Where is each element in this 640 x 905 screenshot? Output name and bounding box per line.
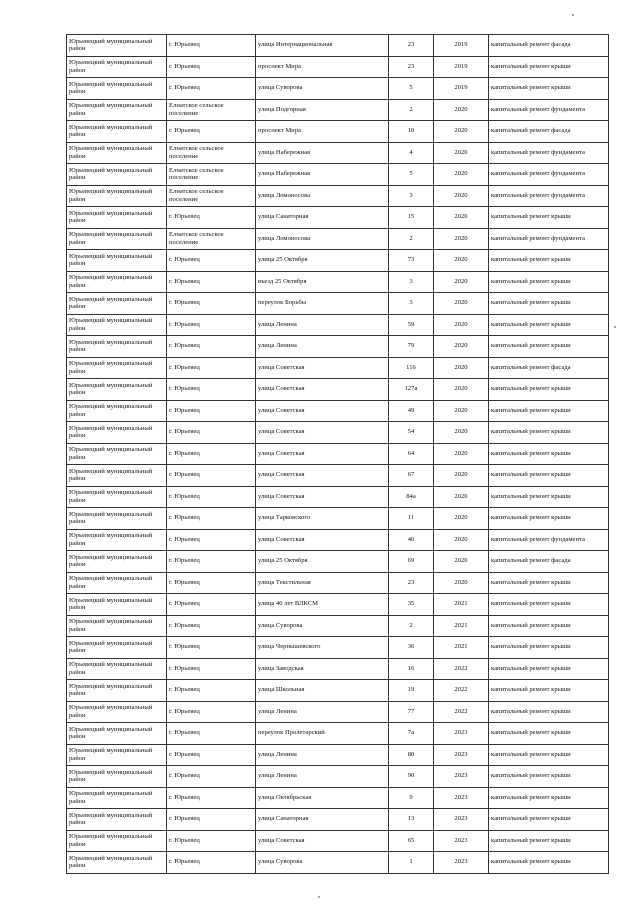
house-number-cell: 4 [389, 142, 434, 164]
work-type-cell: капитальный ремонт фасада [489, 121, 609, 143]
district-cell: Юрьевецкий муниципальный район [67, 637, 167, 659]
district-cell: Юрьевецкий муниципальный район [67, 422, 167, 444]
settlement-cell: г. Юрьевец [167, 78, 256, 100]
table-row [67, 744, 609, 766]
settlement-cell: г. Юрьевец [167, 35, 256, 57]
house-number-cell: 64 [389, 443, 434, 465]
year-cell: 2020 [434, 357, 489, 379]
work-type-cell: капитальный ремонт фундамента [489, 529, 609, 551]
district-cell: Юрьевецкий муниципальный район [67, 744, 167, 766]
house-number-cell: 7а [389, 723, 434, 745]
street-cell: проспект Мира [256, 56, 389, 78]
settlement-cell: г. Юрьевец [167, 422, 256, 444]
settlement-cell: г. Юрьевец [167, 357, 256, 379]
work-type-cell: капитальный ремонт фундамента [489, 228, 609, 250]
table-row [67, 443, 609, 465]
year-cell: 2023 [434, 809, 489, 831]
street-cell: переулок Борьбы [256, 293, 389, 315]
work-type-cell: капитальный ремонт крыши [489, 56, 609, 78]
work-type-cell: капитальный ремонт крыши [489, 594, 609, 616]
district-cell: Юрьевецкий муниципальный район [67, 250, 167, 272]
repair-schedule-table [66, 34, 609, 874]
street-cell: улица Ленина [256, 744, 389, 766]
year-cell: 2023 [434, 787, 489, 809]
house-number-cell: 10 [389, 121, 434, 143]
table-row [67, 658, 609, 680]
table-row [67, 164, 609, 186]
house-number-cell: 15 [389, 207, 434, 229]
street-cell: улица Санаторная [256, 809, 389, 831]
work-type-cell: капитальный ремонт крыши [489, 615, 609, 637]
year-cell: 2019 [434, 78, 489, 100]
settlement-cell: Елнатское сельское поселение [167, 142, 256, 164]
district-cell: Юрьевецкий муниципальный район [67, 357, 167, 379]
district-cell: Юрьевецкий муниципальный район [67, 766, 167, 788]
work-type-cell: капитальный ремонт крыши [489, 314, 609, 336]
work-type-cell: капитальный ремонт крыши [489, 465, 609, 487]
year-cell: 2022 [434, 680, 489, 702]
house-number-cell: 23 [389, 56, 434, 78]
settlement-cell: г. Юрьевец [167, 572, 256, 594]
street-cell: улица Советская [256, 422, 389, 444]
settlement-cell: г. Юрьевец [167, 529, 256, 551]
district-cell: Юрьевецкий муниципальный район [67, 314, 167, 336]
house-number-cell: 2 [389, 99, 434, 121]
district-cell: Юрьевецкий муниципальный район [67, 185, 167, 207]
street-cell: улица Суворова [256, 615, 389, 637]
district-cell: Юрьевецкий муниципальный район [67, 594, 167, 616]
settlement-cell: г. Юрьевец [167, 400, 256, 422]
settlement-cell: Елнатское сельское поселение [167, 185, 256, 207]
street-cell: улица Текстильная [256, 572, 389, 594]
street-cell: улица Суворова [256, 78, 389, 100]
table-row [67, 701, 609, 723]
district-cell: Юрьевецкий муниципальный район [67, 164, 167, 186]
house-number-cell: 2 [389, 228, 434, 250]
district-cell: Юрьевецкий муниципальный район [67, 99, 167, 121]
work-type-cell: капитальный ремонт крыши [489, 508, 609, 530]
work-type-cell: капитальный ремонт крыши [489, 207, 609, 229]
year-cell: 2020 [434, 379, 489, 401]
district-cell: Юрьевецкий муниципальный район [67, 336, 167, 358]
work-type-cell: капитальный ремонт фундамента [489, 99, 609, 121]
house-number-cell: 3 [389, 293, 434, 315]
settlement-cell: г. Юрьевец [167, 701, 256, 723]
street-cell: улица Советская [256, 486, 389, 508]
table-row [67, 56, 609, 78]
street-cell: улица Набережная [256, 142, 389, 164]
work-type-cell: капитальный ремонт фасада [489, 357, 609, 379]
table-row [67, 293, 609, 315]
year-cell: 2020 [434, 121, 489, 143]
settlement-cell: г. Юрьевец [167, 830, 256, 852]
street-cell: улица 25 Октября [256, 250, 389, 272]
district-cell: Юрьевецкий муниципальный район [67, 486, 167, 508]
street-cell: улица Советская [256, 400, 389, 422]
scan-speck [614, 326, 616, 328]
district-cell: Юрьевецкий муниципальный район [67, 35, 167, 57]
settlement-cell: г. Юрьевец [167, 766, 256, 788]
house-number-cell: 3 [389, 271, 434, 293]
settlement-cell: г. Юрьевец [167, 723, 256, 745]
table-row [67, 551, 609, 573]
district-cell: Юрьевецкий муниципальный район [67, 551, 167, 573]
work-type-cell: капитальный ремонт фундамента [489, 164, 609, 186]
street-cell: улица Ленина [256, 336, 389, 358]
table-row [67, 787, 609, 809]
settlement-cell: г. Юрьевец [167, 615, 256, 637]
house-number-cell: 11 [389, 508, 434, 530]
street-cell: улица Ленина [256, 314, 389, 336]
settlement-cell: г. Юрьевец [167, 293, 256, 315]
district-cell: Юрьевецкий муниципальный район [67, 443, 167, 465]
district-cell: Юрьевецкий муниципальный район [67, 465, 167, 487]
year-cell: 2020 [434, 486, 489, 508]
settlement-cell: г. Юрьевец [167, 637, 256, 659]
table-row [67, 723, 609, 745]
district-cell: Юрьевецкий муниципальный район [67, 56, 167, 78]
house-number-cell: 90 [389, 766, 434, 788]
table-row [67, 357, 609, 379]
table-row [67, 766, 609, 788]
table-row [67, 99, 609, 121]
settlement-cell: г. Юрьевец [167, 744, 256, 766]
street-cell: улица Чернышевского [256, 637, 389, 659]
year-cell: 2020 [434, 443, 489, 465]
district-cell: Юрьевецкий муниципальный район [67, 529, 167, 551]
table-row [67, 78, 609, 100]
settlement-cell: г. Юрьевец [167, 56, 256, 78]
year-cell: 2023 [434, 830, 489, 852]
year-cell: 2020 [434, 508, 489, 530]
district-cell: Юрьевецкий муниципальный район [67, 400, 167, 422]
year-cell: 2020 [434, 336, 489, 358]
year-cell: 2020 [434, 142, 489, 164]
table-row [67, 615, 609, 637]
year-cell: 2020 [434, 293, 489, 315]
table-row [67, 572, 609, 594]
year-cell: 2021 [434, 594, 489, 616]
work-type-cell: капитальный ремонт крыши [489, 723, 609, 745]
table-row [67, 35, 609, 57]
house-number-cell: 65 [389, 830, 434, 852]
street-cell: улица Советская [256, 357, 389, 379]
street-cell: улица Ломоносова [256, 185, 389, 207]
street-cell: улица Октябрьская [256, 787, 389, 809]
district-cell: Юрьевецкий муниципальный район [67, 271, 167, 293]
year-cell: 2020 [434, 572, 489, 594]
work-type-cell: капитальный ремонт фундамента [489, 142, 609, 164]
house-number-cell: 16 [389, 658, 434, 680]
settlement-cell: г. Юрьевец [167, 508, 256, 530]
table-row [67, 185, 609, 207]
district-cell: Юрьевецкий муниципальный район [67, 852, 167, 874]
year-cell: 2023 [434, 766, 489, 788]
work-type-cell: капитальный ремонт крыши [489, 78, 609, 100]
year-cell: 2020 [434, 99, 489, 121]
year-cell: 2021 [434, 637, 489, 659]
work-type-cell: капитальный ремонт крыши [489, 658, 609, 680]
house-number-cell: 1 [389, 852, 434, 874]
work-type-cell: капитальный ремонт крыши [489, 379, 609, 401]
scan-speck [572, 14, 574, 16]
district-cell: Юрьевецкий муниципальный район [67, 809, 167, 831]
year-cell: 2020 [434, 465, 489, 487]
year-cell: 2020 [434, 250, 489, 272]
work-type-cell: капитальный ремонт крыши [489, 701, 609, 723]
house-number-cell: 116 [389, 357, 434, 379]
year-cell: 2020 [434, 228, 489, 250]
house-number-cell: 23 [389, 572, 434, 594]
table-row [67, 680, 609, 702]
year-cell: 2019 [434, 35, 489, 57]
street-cell: улица Санаторная [256, 207, 389, 229]
work-type-cell: капитальный ремонт крыши [489, 852, 609, 874]
settlement-cell: г. Юрьевец [167, 680, 256, 702]
street-cell: въезд 25 Октября [256, 271, 389, 293]
district-cell: Юрьевецкий муниципальный район [67, 508, 167, 530]
district-cell: Юрьевецкий муниципальный район [67, 615, 167, 637]
year-cell: 2020 [434, 185, 489, 207]
year-cell: 2020 [434, 400, 489, 422]
table-row [67, 637, 609, 659]
year-cell: 2022 [434, 658, 489, 680]
work-type-cell: капитальный ремонт крыши [489, 830, 609, 852]
table-row [67, 228, 609, 250]
work-type-cell: капитальный ремонт крыши [489, 809, 609, 831]
work-type-cell: капитальный ремонт крыши [489, 486, 609, 508]
year-cell: 2022 [434, 701, 489, 723]
table-row [67, 400, 609, 422]
table-row [67, 207, 609, 229]
work-type-cell: капитальный ремонт крыши [489, 572, 609, 594]
settlement-cell: г. Юрьевец [167, 443, 256, 465]
street-cell: улица Заводская [256, 658, 389, 680]
year-cell: 2023 [434, 723, 489, 745]
settlement-cell: г. Юрьевец [167, 336, 256, 358]
house-number-cell: 36 [389, 637, 434, 659]
settlement-cell: г. Юрьевец [167, 379, 256, 401]
table-row [67, 336, 609, 358]
settlement-cell: Елнатское сельское поселение [167, 99, 256, 121]
repair-schedule-sheet [66, 34, 609, 874]
house-number-cell: 49 [389, 400, 434, 422]
table-row [67, 314, 609, 336]
district-cell: Юрьевецкий муниципальный район [67, 121, 167, 143]
house-number-cell: 19 [389, 680, 434, 702]
work-type-cell: капитальный ремонт крыши [489, 637, 609, 659]
year-cell: 2020 [434, 314, 489, 336]
work-type-cell: капитальный ремонт фасада [489, 35, 609, 57]
settlement-cell: г. Юрьевец [167, 121, 256, 143]
district-cell: Юрьевецкий муниципальный район [67, 207, 167, 229]
table-row [67, 271, 609, 293]
settlement-cell: г. Юрьевец [167, 314, 256, 336]
street-cell: улица Ленина [256, 701, 389, 723]
house-number-cell: 9 [389, 787, 434, 809]
settlement-cell: г. Юрьевец [167, 250, 256, 272]
house-number-cell: 5 [389, 164, 434, 186]
house-number-cell: 3 [389, 185, 434, 207]
house-number-cell: 5 [389, 78, 434, 100]
district-cell: Юрьевецкий муниципальный район [67, 379, 167, 401]
table-row [67, 121, 609, 143]
work-type-cell: капитальный ремонт крыши [489, 766, 609, 788]
settlement-cell: г. Юрьевец [167, 809, 256, 831]
street-cell: улица Суворова [256, 852, 389, 874]
table-row [67, 486, 609, 508]
table-row [67, 508, 609, 530]
street-cell: улица Интернациональная [256, 35, 389, 57]
district-cell: Юрьевецкий муниципальный район [67, 680, 167, 702]
table-row [67, 465, 609, 487]
settlement-cell: г. Юрьевец [167, 852, 256, 874]
year-cell: 2020 [434, 422, 489, 444]
work-type-cell: капитальный ремонт крыши [489, 271, 609, 293]
work-type-cell: капитальный ремонт крыши [489, 422, 609, 444]
street-cell: проспект Мира [256, 121, 389, 143]
street-cell: улица Школьная [256, 680, 389, 702]
street-cell: улица Советская [256, 830, 389, 852]
house-number-cell: 80 [389, 744, 434, 766]
house-number-cell: 67 [389, 465, 434, 487]
settlement-cell: г. Юрьевец [167, 486, 256, 508]
table-row [67, 250, 609, 272]
district-cell: Юрьевецкий муниципальный район [67, 78, 167, 100]
work-type-cell: капитальный ремонт крыши [489, 744, 609, 766]
house-number-cell: 35 [389, 594, 434, 616]
street-cell: улица Советская [256, 443, 389, 465]
settlement-cell: г. Юрьевец [167, 551, 256, 573]
work-type-cell: капитальный ремонт крыши [489, 250, 609, 272]
table-row [67, 852, 609, 874]
district-cell: Юрьевецкий муниципальный район [67, 830, 167, 852]
settlement-cell: г. Юрьевец [167, 658, 256, 680]
table-row [67, 529, 609, 551]
work-type-cell: капитальный ремонт крыши [489, 293, 609, 315]
table-row [67, 830, 609, 852]
scan-speck [318, 896, 320, 898]
settlement-cell: Елнатское сельское поселение [167, 228, 256, 250]
district-cell: Юрьевецкий муниципальный район [67, 701, 167, 723]
house-number-cell: 127а [389, 379, 434, 401]
year-cell: 2020 [434, 529, 489, 551]
street-cell: улица Тарковского [256, 508, 389, 530]
district-cell: Юрьевецкий муниципальный район [67, 572, 167, 594]
work-type-cell: капитальный ремонт крыши [489, 680, 609, 702]
settlement-cell: г. Юрьевец [167, 787, 256, 809]
year-cell: 2020 [434, 271, 489, 293]
district-cell: Юрьевецкий муниципальный район [67, 787, 167, 809]
house-number-cell: 77 [389, 701, 434, 723]
work-type-cell: капитальный ремонт фундамента [489, 185, 609, 207]
street-cell: переулок Пролетарский [256, 723, 389, 745]
street-cell: улица 40 лет ВЛКСМ [256, 594, 389, 616]
settlement-cell: г. Юрьевец [167, 465, 256, 487]
settlement-cell: г. Юрьевец [167, 594, 256, 616]
year-cell: 2023 [434, 744, 489, 766]
house-number-cell: 73 [389, 250, 434, 272]
street-cell: улица 25 Октября [256, 551, 389, 573]
street-cell: улица Подгорная [256, 99, 389, 121]
house-number-cell: 54 [389, 422, 434, 444]
table-row [67, 142, 609, 164]
year-cell: 2019 [434, 56, 489, 78]
settlement-cell: Елнатское сельское поселение [167, 164, 256, 186]
table-body [67, 35, 609, 874]
district-cell: Юрьевецкий муниципальный район [67, 658, 167, 680]
house-number-cell: 13 [389, 809, 434, 831]
table-row [67, 809, 609, 831]
table-row [67, 422, 609, 444]
settlement-cell: г. Юрьевец [167, 207, 256, 229]
street-cell: улица Набережная [256, 164, 389, 186]
house-number-cell: 69 [389, 551, 434, 573]
district-cell: Юрьевецкий муниципальный район [67, 228, 167, 250]
year-cell: 2020 [434, 551, 489, 573]
street-cell: улица Ленина [256, 766, 389, 788]
year-cell: 2021 [434, 615, 489, 637]
work-type-cell: капитальный ремонт крыши [489, 336, 609, 358]
house-number-cell: 84а [389, 486, 434, 508]
street-cell: улица Советская [256, 529, 389, 551]
table-row [67, 379, 609, 401]
house-number-cell: 59 [389, 314, 434, 336]
table-row [67, 594, 609, 616]
street-cell: улица Советская [256, 465, 389, 487]
district-cell: Юрьевецкий муниципальный район [67, 293, 167, 315]
work-type-cell: капитальный ремонт крыши [489, 400, 609, 422]
year-cell: 2023 [434, 852, 489, 874]
work-type-cell: капитальный ремонт фасада [489, 551, 609, 573]
street-cell: улица Ломоносова [256, 228, 389, 250]
work-type-cell: капитальный ремонт крыши [489, 787, 609, 809]
street-cell: улица Советская [256, 379, 389, 401]
district-cell: Юрьевецкий муниципальный район [67, 723, 167, 745]
district-cell: Юрьевецкий муниципальный район [67, 142, 167, 164]
house-number-cell: 23 [389, 35, 434, 57]
year-cell: 2020 [434, 164, 489, 186]
house-number-cell: 40 [389, 529, 434, 551]
year-cell: 2020 [434, 207, 489, 229]
work-type-cell: капитальный ремонт крыши [489, 443, 609, 465]
house-number-cell: 2 [389, 615, 434, 637]
settlement-cell: г. Юрьевец [167, 271, 256, 293]
house-number-cell: 79 [389, 336, 434, 358]
